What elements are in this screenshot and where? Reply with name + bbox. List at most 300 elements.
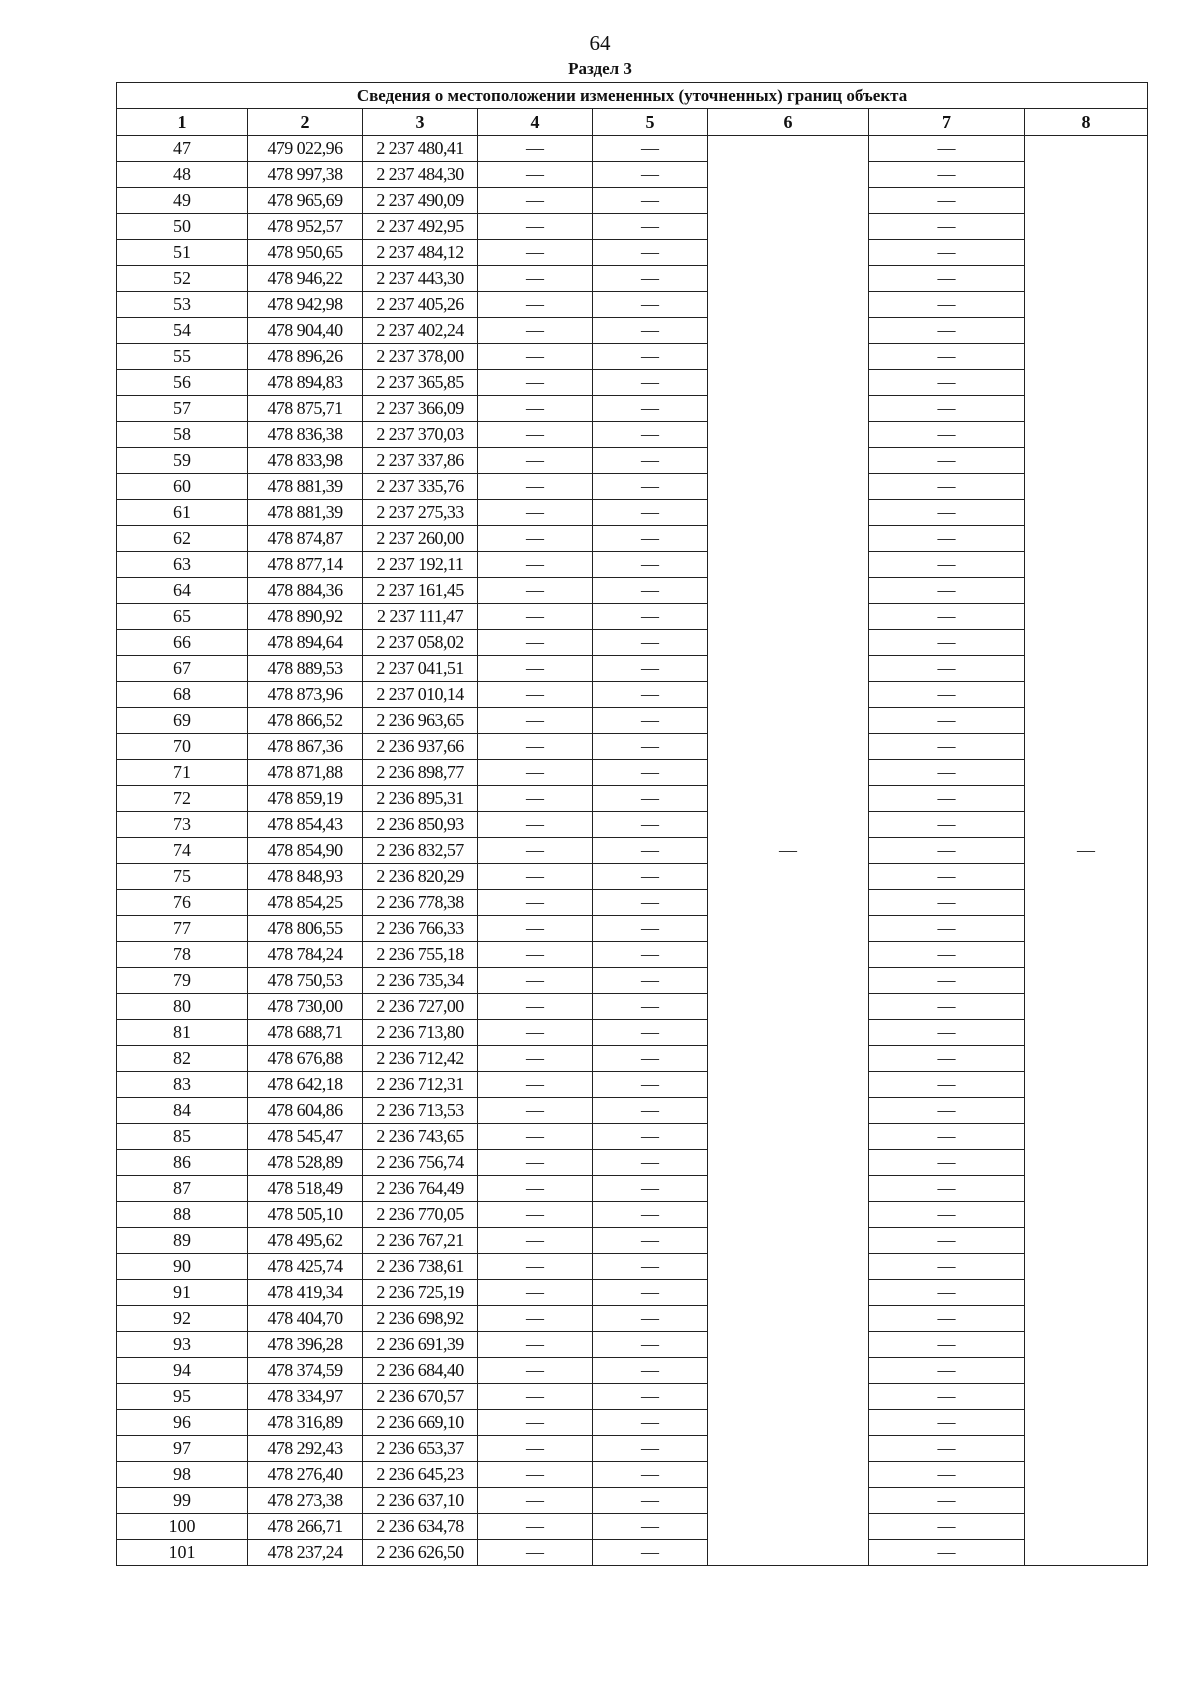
table-row xyxy=(117,734,1148,760)
column-5-cell: — xyxy=(593,422,708,448)
x-coordinate-cell: 478 292,43 xyxy=(248,1436,363,1462)
table-row xyxy=(117,786,1148,812)
point-number-cell: 98 xyxy=(117,1462,248,1488)
y-coordinate-cell: 2 236 743,65 xyxy=(363,1124,478,1150)
point-number-cell: 55 xyxy=(117,344,248,370)
y-coordinate-cell: 2 236 634,78 xyxy=(363,1514,478,1540)
column-4-cell: — xyxy=(478,1306,593,1332)
column-5-cell: — xyxy=(593,1332,708,1358)
y-coordinate-cell: 2 236 637,10 xyxy=(363,1488,478,1514)
column-5-cell: — xyxy=(593,812,708,838)
point-number-cell: 83 xyxy=(117,1072,248,1098)
x-coordinate-cell: 478 942,98 xyxy=(248,292,363,318)
x-coordinate-cell: 478 848,93 xyxy=(248,864,363,890)
point-number-cell: 73 xyxy=(117,812,248,838)
column-8-merged-cell: — xyxy=(1025,136,1148,1566)
point-number-cell: 74 xyxy=(117,838,248,864)
table-row xyxy=(117,474,1148,500)
point-number-cell: 82 xyxy=(117,1046,248,1072)
column-5-cell: — xyxy=(593,396,708,422)
x-coordinate-cell: 478 425,74 xyxy=(248,1254,363,1280)
column-5-cell: — xyxy=(593,1228,708,1254)
column-7-cell: — xyxy=(869,1410,1025,1436)
column-4-cell: — xyxy=(478,136,593,162)
x-coordinate-cell: 478 889,53 xyxy=(248,656,363,682)
table-row xyxy=(117,344,1148,370)
point-number-cell: 100 xyxy=(117,1514,248,1540)
point-number-cell: 59 xyxy=(117,448,248,474)
point-number-cell: 71 xyxy=(117,760,248,786)
table-row xyxy=(117,162,1148,188)
column-4-cell: — xyxy=(478,1046,593,1072)
x-coordinate-cell: 479 022,96 xyxy=(248,136,363,162)
column-4-cell: — xyxy=(478,786,593,812)
point-number-cell: 68 xyxy=(117,682,248,708)
x-coordinate-cell: 478 871,88 xyxy=(248,760,363,786)
table-row xyxy=(117,526,1148,552)
column-5-cell: — xyxy=(593,1436,708,1462)
x-coordinate-cell: 478 505,10 xyxy=(248,1202,363,1228)
column-4-cell: — xyxy=(478,1254,593,1280)
table-row xyxy=(117,1514,1148,1540)
column-5-cell: — xyxy=(593,266,708,292)
x-coordinate-cell: 478 884,36 xyxy=(248,578,363,604)
column-4-cell: — xyxy=(478,1228,593,1254)
column-7-cell: — xyxy=(869,1514,1025,1540)
point-number-cell: 61 xyxy=(117,500,248,526)
point-number-cell: 92 xyxy=(117,1306,248,1332)
column-5-cell: — xyxy=(593,604,708,630)
column-4-cell: — xyxy=(478,656,593,682)
column-7-cell: — xyxy=(869,214,1025,240)
column-7-cell: — xyxy=(869,1540,1025,1566)
x-coordinate-cell: 478 545,47 xyxy=(248,1124,363,1150)
column-5-cell: — xyxy=(593,1514,708,1540)
point-number-cell: 97 xyxy=(117,1436,248,1462)
y-coordinate-cell: 2 237 443,30 xyxy=(363,266,478,292)
column-5-cell: — xyxy=(593,656,708,682)
table-row xyxy=(117,1306,1148,1332)
column-7-cell: — xyxy=(869,1384,1025,1410)
column-5-cell: — xyxy=(593,1020,708,1046)
point-number-cell: 88 xyxy=(117,1202,248,1228)
column-7-cell: — xyxy=(869,1202,1025,1228)
column-5-cell: — xyxy=(593,578,708,604)
column-5-cell: — xyxy=(593,370,708,396)
y-coordinate-cell: 2 236 712,31 xyxy=(363,1072,478,1098)
column-5-cell: — xyxy=(593,682,708,708)
column-4-cell: — xyxy=(478,1072,593,1098)
x-coordinate-cell: 478 854,25 xyxy=(248,890,363,916)
point-number-cell: 72 xyxy=(117,786,248,812)
point-number-cell: 85 xyxy=(117,1124,248,1150)
table-row xyxy=(117,604,1148,630)
y-coordinate-cell: 2 237 111,47 xyxy=(363,604,478,630)
y-coordinate-cell: 2 237 337,86 xyxy=(363,448,478,474)
column-7-cell: — xyxy=(869,1280,1025,1306)
table-row xyxy=(117,240,1148,266)
point-number-cell: 80 xyxy=(117,994,248,1020)
column-5-cell: — xyxy=(593,838,708,864)
column-4-cell: — xyxy=(478,1436,593,1462)
x-coordinate-cell: 478 273,38 xyxy=(248,1488,363,1514)
table-row xyxy=(117,422,1148,448)
y-coordinate-cell: 2 237 480,41 xyxy=(363,136,478,162)
y-coordinate-cell: 2 237 378,00 xyxy=(363,344,478,370)
column-5-cell: — xyxy=(593,1150,708,1176)
column-4-cell: — xyxy=(478,292,593,318)
x-coordinate-cell: 478 881,39 xyxy=(248,500,363,526)
column-5-cell: — xyxy=(593,292,708,318)
point-number-cell: 60 xyxy=(117,474,248,500)
column-7-cell: — xyxy=(869,1332,1025,1358)
table-row xyxy=(117,292,1148,318)
column-4-cell: — xyxy=(478,1202,593,1228)
y-coordinate-cell: 2 236 766,33 xyxy=(363,916,478,942)
point-number-cell: 91 xyxy=(117,1280,248,1306)
column-7-cell: — xyxy=(869,1254,1025,1280)
y-coordinate-cell: 2 237 365,85 xyxy=(363,370,478,396)
point-number-cell: 56 xyxy=(117,370,248,396)
column-5-cell: — xyxy=(593,1072,708,1098)
point-number-cell: 93 xyxy=(117,1332,248,1358)
column-7-cell: — xyxy=(869,760,1025,786)
y-coordinate-cell: 2 236 963,65 xyxy=(363,708,478,734)
column-4-cell: — xyxy=(478,1514,593,1540)
point-number-cell: 84 xyxy=(117,1098,248,1124)
x-coordinate-cell: 478 894,64 xyxy=(248,630,363,656)
y-coordinate-cell: 2 237 484,30 xyxy=(363,162,478,188)
point-number-cell: 69 xyxy=(117,708,248,734)
x-coordinate-cell: 478 874,87 xyxy=(248,526,363,552)
column-5-cell: — xyxy=(593,162,708,188)
y-coordinate-cell: 2 237 402,24 xyxy=(363,318,478,344)
column-7-cell: — xyxy=(869,1020,1025,1046)
column-4-cell: — xyxy=(478,942,593,968)
y-coordinate-cell: 2 236 653,37 xyxy=(363,1436,478,1462)
table-row xyxy=(117,1228,1148,1254)
y-coordinate-cell: 2 236 713,53 xyxy=(363,1098,478,1124)
column-5-cell: — xyxy=(593,1280,708,1306)
column-7-cell: — xyxy=(869,916,1025,942)
table-row xyxy=(117,916,1148,942)
column-7-cell: — xyxy=(869,344,1025,370)
y-coordinate-cell: 2 236 735,34 xyxy=(363,968,478,994)
coordinates-table xyxy=(116,82,1148,1566)
table-row xyxy=(117,1176,1148,1202)
column-5-cell: — xyxy=(593,734,708,760)
column-7-cell: — xyxy=(869,1150,1025,1176)
x-coordinate-cell: 478 950,65 xyxy=(248,240,363,266)
page-number: 64 xyxy=(589,31,611,55)
point-number-cell: 64 xyxy=(117,578,248,604)
column-4-cell: — xyxy=(478,578,593,604)
table-row xyxy=(117,136,1148,162)
column-5-cell: — xyxy=(593,1358,708,1384)
x-coordinate-cell: 478 854,90 xyxy=(248,838,363,864)
point-number-cell: 79 xyxy=(117,968,248,994)
column-7-cell: — xyxy=(869,1306,1025,1332)
column-5-cell: — xyxy=(593,1124,708,1150)
y-coordinate-cell: 2 236 820,29 xyxy=(363,864,478,890)
x-coordinate-cell: 478 784,24 xyxy=(248,942,363,968)
column-number-8: 8 xyxy=(1025,109,1148,136)
column-4-cell: — xyxy=(478,760,593,786)
column-number-7: 7 xyxy=(869,109,1025,136)
y-coordinate-cell: 2 237 335,76 xyxy=(363,474,478,500)
column-7-cell: — xyxy=(869,1462,1025,1488)
column-4-cell: — xyxy=(478,1280,593,1306)
x-coordinate-cell: 478 688,71 xyxy=(248,1020,363,1046)
y-coordinate-cell: 2 237 058,02 xyxy=(363,630,478,656)
table-row xyxy=(117,318,1148,344)
column-4-cell: — xyxy=(478,968,593,994)
table-row xyxy=(117,1540,1148,1566)
table-row xyxy=(117,578,1148,604)
table-row xyxy=(117,968,1148,994)
column-7-cell: — xyxy=(869,578,1025,604)
y-coordinate-cell: 2 236 764,49 xyxy=(363,1176,478,1202)
table-row xyxy=(117,188,1148,214)
column-5-cell: — xyxy=(593,1202,708,1228)
column-5-cell: — xyxy=(593,968,708,994)
table-row xyxy=(117,1410,1148,1436)
x-coordinate-cell: 478 904,40 xyxy=(248,318,363,344)
x-coordinate-cell: 478 518,49 xyxy=(248,1176,363,1202)
y-coordinate-cell: 2 236 767,21 xyxy=(363,1228,478,1254)
column-7-cell: — xyxy=(869,422,1025,448)
column-5-cell: — xyxy=(593,1306,708,1332)
point-number-cell: 77 xyxy=(117,916,248,942)
y-coordinate-cell: 2 236 898,77 xyxy=(363,760,478,786)
column-4-cell: — xyxy=(478,1150,593,1176)
column-5-cell: — xyxy=(593,474,708,500)
column-4-cell: — xyxy=(478,604,593,630)
x-coordinate-cell: 478 875,71 xyxy=(248,396,363,422)
y-coordinate-cell: 2 236 738,61 xyxy=(363,1254,478,1280)
column-4-cell: — xyxy=(478,994,593,1020)
y-coordinate-cell: 2 237 492,95 xyxy=(363,214,478,240)
column-7-cell: — xyxy=(869,266,1025,292)
column-4-cell: — xyxy=(478,240,593,266)
y-coordinate-cell: 2 236 832,57 xyxy=(363,838,478,864)
column-4-cell: — xyxy=(478,864,593,890)
x-coordinate-cell: 478 750,53 xyxy=(248,968,363,994)
table-caption-row xyxy=(117,83,1148,109)
column-7-cell: — xyxy=(869,188,1025,214)
column-7-cell: — xyxy=(869,1124,1025,1150)
table-row xyxy=(117,214,1148,240)
table-row xyxy=(117,1020,1148,1046)
x-coordinate-cell: 478 396,28 xyxy=(248,1332,363,1358)
column-7-cell: — xyxy=(869,656,1025,682)
column-7-cell: — xyxy=(869,1176,1025,1202)
column-4-cell: — xyxy=(478,422,593,448)
table-row xyxy=(117,370,1148,396)
column-4-cell: — xyxy=(478,890,593,916)
table-row xyxy=(117,630,1148,656)
table-row xyxy=(117,1072,1148,1098)
y-coordinate-cell: 2 236 778,38 xyxy=(363,890,478,916)
point-number-cell: 50 xyxy=(117,214,248,240)
y-coordinate-cell: 2 237 041,51 xyxy=(363,656,478,682)
x-coordinate-cell: 478 266,71 xyxy=(248,1514,363,1540)
point-number-cell: 87 xyxy=(117,1176,248,1202)
column-4-cell: — xyxy=(478,370,593,396)
column-4-cell: — xyxy=(478,916,593,942)
x-coordinate-cell: 478 946,22 xyxy=(248,266,363,292)
column-7-cell: — xyxy=(869,682,1025,708)
column-7-cell: — xyxy=(869,1436,1025,1462)
y-coordinate-cell: 2 236 645,23 xyxy=(363,1462,478,1488)
y-coordinate-cell: 2 236 713,80 xyxy=(363,1020,478,1046)
column-5-cell: — xyxy=(593,240,708,266)
y-coordinate-cell: 2 236 895,31 xyxy=(363,786,478,812)
point-number-cell: 58 xyxy=(117,422,248,448)
table-body xyxy=(117,83,1148,1566)
table-row xyxy=(117,1124,1148,1150)
point-number-cell: 96 xyxy=(117,1410,248,1436)
x-coordinate-cell: 478 867,36 xyxy=(248,734,363,760)
table-row xyxy=(117,1358,1148,1384)
column-5-cell: — xyxy=(593,1176,708,1202)
column-4-cell: — xyxy=(478,734,593,760)
y-coordinate-cell: 2 236 755,18 xyxy=(363,942,478,968)
table-row xyxy=(117,266,1148,292)
x-coordinate-cell: 478 806,55 xyxy=(248,916,363,942)
column-7-cell: — xyxy=(869,526,1025,552)
table-row xyxy=(117,942,1148,968)
column-7-cell: — xyxy=(869,1098,1025,1124)
x-coordinate-cell: 478 890,92 xyxy=(248,604,363,630)
table-row xyxy=(117,708,1148,734)
table-row xyxy=(117,1384,1148,1410)
column-4-cell: — xyxy=(478,1124,593,1150)
column-4-cell: — xyxy=(478,682,593,708)
x-coordinate-cell: 478 881,39 xyxy=(248,474,363,500)
table-row xyxy=(117,864,1148,890)
column-7-cell: — xyxy=(869,1072,1025,1098)
point-number-cell: 54 xyxy=(117,318,248,344)
x-coordinate-cell: 478 404,70 xyxy=(248,1306,363,1332)
column-number-1: 1 xyxy=(117,109,248,136)
column-7-cell: — xyxy=(869,1046,1025,1072)
column-4-cell: — xyxy=(478,188,593,214)
column-4-cell: — xyxy=(478,838,593,864)
column-5-cell: — xyxy=(593,994,708,1020)
column-number-6: 6 xyxy=(708,109,869,136)
table-row xyxy=(117,500,1148,526)
point-number-cell: 51 xyxy=(117,240,248,266)
column-5-cell: — xyxy=(593,864,708,890)
column-4-cell: — xyxy=(478,1540,593,1566)
column-4-cell: — xyxy=(478,708,593,734)
y-coordinate-cell: 2 236 684,40 xyxy=(363,1358,478,1384)
column-5-cell: — xyxy=(593,1098,708,1124)
column-4-cell: — xyxy=(478,162,593,188)
x-coordinate-cell: 478 528,89 xyxy=(248,1150,363,1176)
column-5-cell: — xyxy=(593,708,708,734)
column-7-cell: — xyxy=(869,162,1025,188)
column-7-cell: — xyxy=(869,630,1025,656)
point-number-cell: 63 xyxy=(117,552,248,578)
point-number-cell: 78 xyxy=(117,942,248,968)
column-7-cell: — xyxy=(869,318,1025,344)
y-coordinate-cell: 2 237 405,26 xyxy=(363,292,478,318)
column-4-cell: — xyxy=(478,266,593,292)
column-7-cell: — xyxy=(869,812,1025,838)
y-coordinate-cell: 2 236 725,19 xyxy=(363,1280,478,1306)
point-number-cell: 90 xyxy=(117,1254,248,1280)
table-row xyxy=(117,552,1148,578)
column-4-cell: — xyxy=(478,1332,593,1358)
table-row xyxy=(117,1202,1148,1228)
x-coordinate-cell: 478 873,96 xyxy=(248,682,363,708)
point-number-cell: 76 xyxy=(117,890,248,916)
point-number-cell: 81 xyxy=(117,1020,248,1046)
y-coordinate-cell: 2 236 670,57 xyxy=(363,1384,478,1410)
table-row xyxy=(117,682,1148,708)
column-5-cell: — xyxy=(593,136,708,162)
column-4-cell: — xyxy=(478,1020,593,1046)
table-row xyxy=(117,994,1148,1020)
column-4-cell: — xyxy=(478,552,593,578)
table-row xyxy=(117,760,1148,786)
column-5-cell: — xyxy=(593,318,708,344)
column-5-cell: — xyxy=(593,214,708,240)
y-coordinate-cell: 2 236 727,00 xyxy=(363,994,478,1020)
point-number-cell: 99 xyxy=(117,1488,248,1514)
y-coordinate-cell: 2 237 010,14 xyxy=(363,682,478,708)
x-coordinate-cell: 478 859,19 xyxy=(248,786,363,812)
x-coordinate-cell: 478 374,59 xyxy=(248,1358,363,1384)
x-coordinate-cell: 478 334,97 xyxy=(248,1384,363,1410)
column-7-cell: — xyxy=(869,396,1025,422)
x-coordinate-cell: 478 419,34 xyxy=(248,1280,363,1306)
y-coordinate-cell: 2 236 770,05 xyxy=(363,1202,478,1228)
x-coordinate-cell: 478 676,88 xyxy=(248,1046,363,1072)
column-number-4: 4 xyxy=(478,109,593,136)
column-4-cell: — xyxy=(478,1462,593,1488)
column-6-merged-cell: — xyxy=(708,136,869,1566)
y-coordinate-cell: 2 237 275,33 xyxy=(363,500,478,526)
column-number-3: 3 xyxy=(363,109,478,136)
point-number-cell: 101 xyxy=(117,1540,248,1566)
column-7-cell: — xyxy=(869,1228,1025,1254)
y-coordinate-cell: 2 237 490,09 xyxy=(363,188,478,214)
x-coordinate-cell: 478 833,98 xyxy=(248,448,363,474)
column-4-cell: — xyxy=(478,630,593,656)
x-coordinate-cell: 478 316,89 xyxy=(248,1410,363,1436)
column-4-cell: — xyxy=(478,1176,593,1202)
point-number-cell: 62 xyxy=(117,526,248,552)
column-7-cell: — xyxy=(869,552,1025,578)
column-7-cell: — xyxy=(869,240,1025,266)
point-number-cell: 70 xyxy=(117,734,248,760)
point-number-cell: 66 xyxy=(117,630,248,656)
point-number-cell: 52 xyxy=(117,266,248,292)
column-7-cell: — xyxy=(869,292,1025,318)
y-coordinate-cell: 2 236 698,92 xyxy=(363,1306,478,1332)
table-row xyxy=(117,1280,1148,1306)
column-4-cell: — xyxy=(478,318,593,344)
point-number-cell: 95 xyxy=(117,1384,248,1410)
column-4-cell: — xyxy=(478,448,593,474)
x-coordinate-cell: 478 854,43 xyxy=(248,812,363,838)
table-row xyxy=(117,838,1148,864)
column-4-cell: — xyxy=(478,500,593,526)
y-coordinate-cell: 2 236 937,66 xyxy=(363,734,478,760)
